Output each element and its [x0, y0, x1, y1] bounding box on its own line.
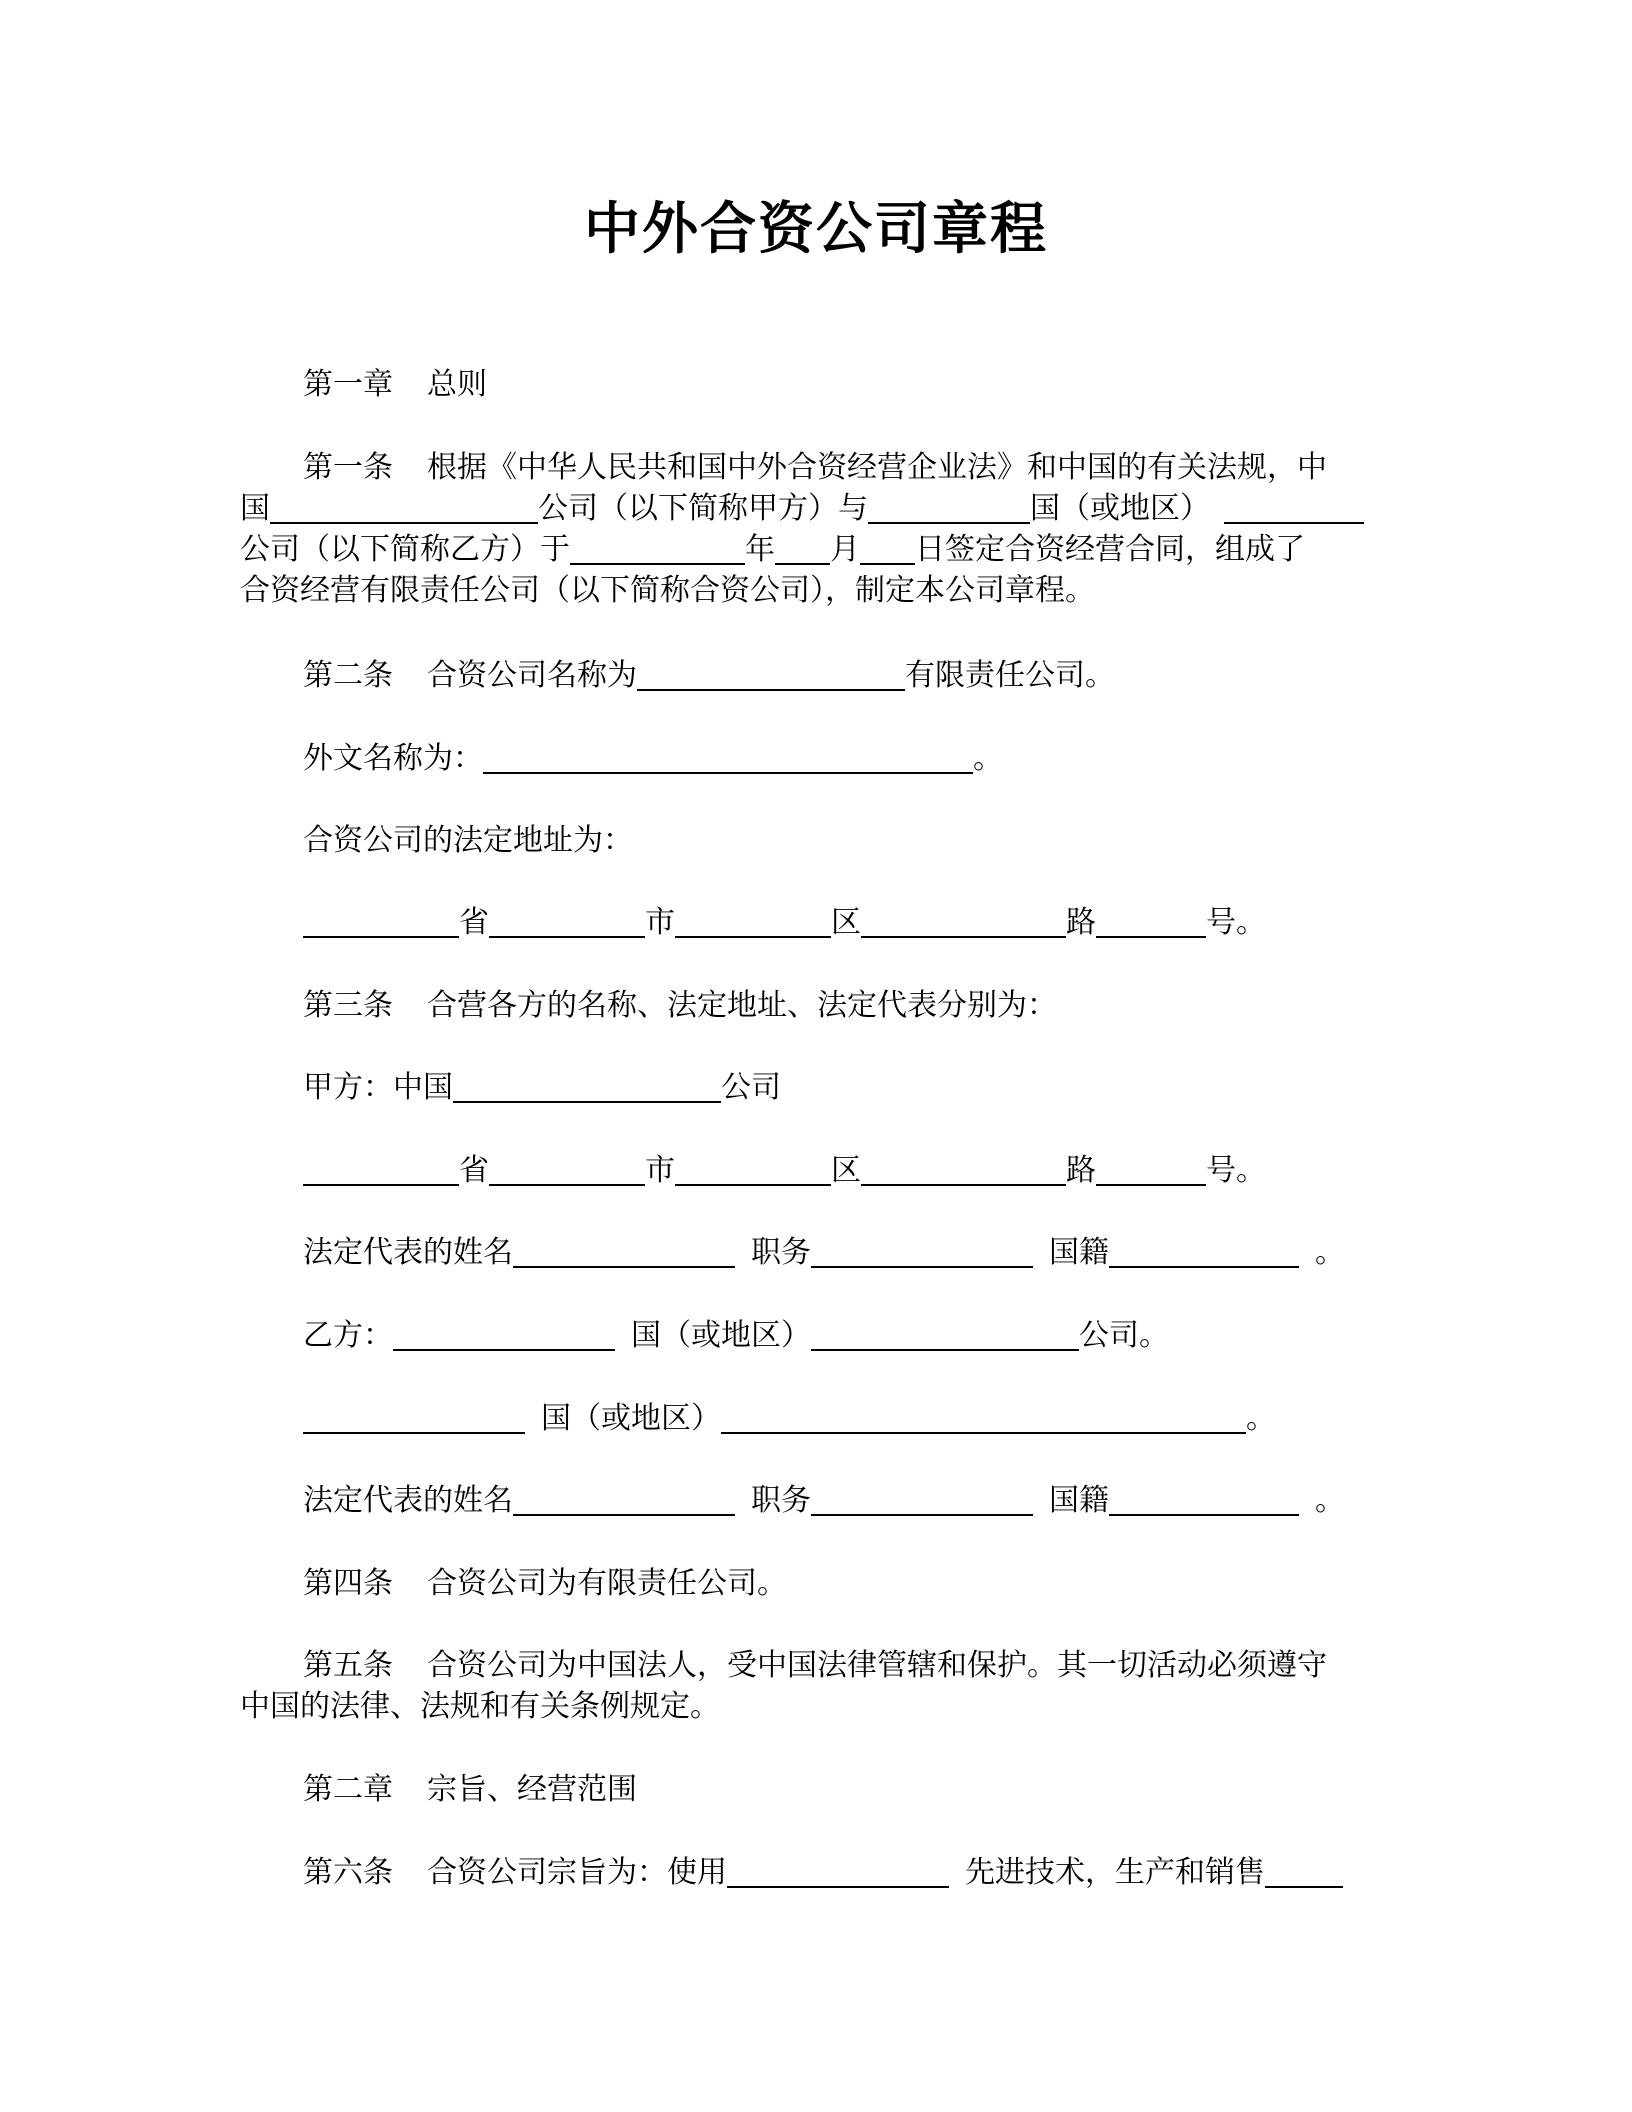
rep-title-label: 职务	[751, 1235, 811, 1270]
blank-line	[1096, 1152, 1206, 1186]
company-label: 公司。	[1079, 1318, 1169, 1353]
article-3	[240, 985, 1380, 1026]
article-number: 第三条	[303, 988, 393, 1023]
chapter-2-heading	[240, 1769, 1380, 1810]
blank-line	[303, 1400, 525, 1434]
address-line-party-a	[240, 1150, 1380, 1191]
blank-line	[1096, 904, 1206, 938]
period: 。	[1246, 1401, 1276, 1436]
blank-line	[1265, 1854, 1343, 1888]
blank-line	[489, 904, 645, 938]
number-label: 号。	[1206, 905, 1266, 940]
district-label: 区	[831, 905, 861, 940]
document-title: 中外合资公司章程	[584, 197, 1048, 262]
article-number: 第五条	[303, 1648, 393, 1683]
blank-line	[811, 1234, 1033, 1268]
article-1-text: 公司（以下简称甲方）与	[538, 491, 868, 526]
address-label: 合资公司的法定地址为：	[303, 823, 633, 858]
period: 。	[1315, 1235, 1345, 1270]
blank-line	[675, 1152, 831, 1186]
article-6-text: 合资公司宗旨为：使用	[427, 1855, 727, 1890]
period: 。	[1315, 1483, 1345, 1518]
article-number: 第六条	[303, 1855, 393, 1890]
blank-line	[811, 1317, 1079, 1351]
blank-line	[1109, 1234, 1299, 1268]
district-label: 区	[831, 1153, 861, 1188]
chapter-number: 第一章	[303, 367, 393, 402]
article-6	[240, 1852, 1380, 1893]
blank-line	[570, 531, 745, 565]
article-1-text: 日签定合资经营合同，组成了	[915, 532, 1305, 567]
blank-line	[453, 1069, 721, 1103]
foreign-name-line	[240, 738, 1380, 779]
party-a-label: 甲方：中国	[303, 1070, 453, 1105]
article-2-text: 有限责任公司。	[905, 658, 1115, 693]
article-1-text: 公司（以下简称乙方）于	[240, 532, 570, 567]
chapter-1-heading	[240, 364, 1380, 405]
article-6-text: 先进技术，生产和销售	[965, 1855, 1265, 1890]
blank-line	[513, 1234, 735, 1268]
article-number: 第四条	[303, 1566, 393, 1601]
article-1-text: 年	[745, 532, 775, 567]
province-label: 省	[459, 905, 489, 940]
blank-line	[1224, 490, 1364, 524]
article-1-text: 合资经营有限责任公司（以下简称合资公司），制定本公司章程。	[240, 573, 1095, 608]
blank-line	[675, 904, 831, 938]
article-1	[240, 447, 1380, 611]
chapter-name: 总则	[427, 367, 487, 402]
party-a-representative-line	[240, 1232, 1380, 1273]
article-5	[240, 1645, 1380, 1727]
article-5-text: 中国的法律、法规和有关条例规定。	[240, 1689, 720, 1724]
blank-line	[483, 740, 973, 774]
blank-line	[1109, 1482, 1299, 1516]
rep-nationality-label: 国籍	[1049, 1483, 1109, 1518]
article-1-text: 国	[240, 491, 270, 526]
blank-line	[861, 1152, 1066, 1186]
blank-line	[860, 531, 915, 565]
blank-line	[513, 1482, 735, 1516]
blank-line	[303, 904, 459, 938]
blank-line	[489, 1152, 645, 1186]
article-number: 第二条	[303, 658, 393, 693]
blank-line	[303, 1152, 459, 1186]
rep-nationality-label: 国籍	[1049, 1235, 1109, 1270]
foreign-name-label: 外文名称为：	[303, 741, 483, 776]
article-5-text: 合资公司为中国法人，受中国法律管辖和保护。其一切活动必须遵守	[427, 1648, 1327, 1683]
blank-line	[270, 490, 538, 524]
article-1-text: 月	[830, 532, 860, 567]
party-a-line	[240, 1067, 1380, 1108]
city-label: 市	[645, 905, 675, 940]
blank-line	[393, 1317, 615, 1351]
chapter-name: 宗旨、经营范围	[427, 1772, 637, 1807]
article-2-text: 合资公司名称为	[427, 658, 637, 693]
country-region-label: 国（或地区）	[541, 1401, 721, 1436]
rep-name-label: 法定代表的姓名	[303, 1235, 513, 1270]
rep-title-label: 职务	[751, 1483, 811, 1518]
article-2	[240, 655, 1380, 696]
party-b-label: 乙方：	[303, 1318, 393, 1353]
rep-name-label: 法定代表的姓名	[303, 1483, 513, 1518]
address-line-jv	[240, 902, 1380, 943]
blank-line	[861, 904, 1066, 938]
road-label: 路	[1066, 1153, 1096, 1188]
party-b-address-line	[240, 1398, 1380, 1439]
number-label: 号。	[1206, 1153, 1266, 1188]
party-b-line	[240, 1315, 1380, 1356]
article-1-text: 国（或地区）	[1030, 491, 1210, 526]
article-4-text: 合资公司为有限责任公司。	[427, 1566, 787, 1601]
article-1-line-1: 根据《中华人民共和国中外合资经营企业法》和中国的有关法规，中	[427, 450, 1327, 485]
company-label: 公司	[721, 1070, 781, 1105]
city-label: 市	[645, 1153, 675, 1188]
article-4	[240, 1563, 1380, 1604]
blank-line	[637, 657, 905, 691]
road-label: 路	[1066, 905, 1096, 940]
article-number: 第一条	[303, 450, 393, 485]
party-b-representative-line	[240, 1480, 1380, 1521]
blank-line	[721, 1400, 1246, 1434]
blank-line	[727, 1854, 949, 1888]
blank-line	[775, 531, 830, 565]
period: 。	[973, 741, 1003, 776]
blank-line	[811, 1482, 1033, 1516]
province-label: 省	[459, 1153, 489, 1188]
blank-line	[868, 490, 1030, 524]
country-region-label: 国（或地区）	[631, 1318, 811, 1353]
chapter-number: 第二章	[303, 1772, 393, 1807]
article-3-text: 合营各方的名称、法定地址、法定代表分别为：	[427, 988, 1057, 1023]
legal-address-label	[240, 820, 1380, 861]
